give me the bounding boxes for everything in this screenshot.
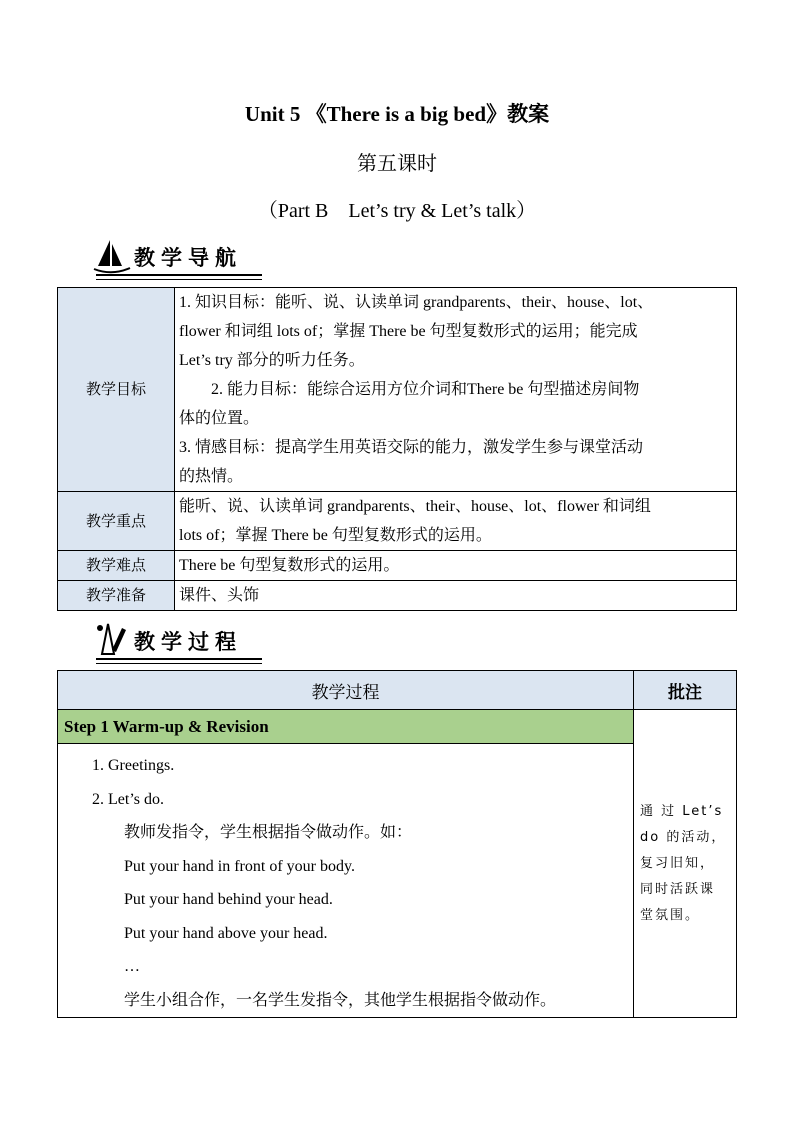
content-line: Let’s try 部分的听力任务。 — [179, 352, 365, 369]
nav-table-row — [58, 288, 737, 492]
teaching-nav-table — [57, 287, 737, 611]
row-heading: 教学目标 — [58, 288, 175, 492]
row-heading: 教学准备 — [58, 581, 175, 611]
content-line: 1. 知识目标：能听、说、认读单词 grandparents、their、house、lot、 — [179, 294, 654, 311]
content-line: There be 句型复数形式的运用。 — [179, 557, 400, 574]
content-line: flower 和词组 lots of；掌握 There be 句型复数形式的运用；能完成 — [179, 323, 638, 340]
lesson-subtitle: 第五课时 — [357, 153, 437, 175]
note-line: do 的活动， — [640, 829, 727, 845]
row-content — [175, 288, 737, 492]
content-line: 课件、头饰 — [179, 587, 260, 604]
document-title: Unit 5 《There is a big bed》教案 — [244, 102, 550, 126]
note-line: 堂氛围。 — [640, 907, 701, 923]
note-line: 复习旧知， — [640, 855, 716, 871]
content-line: lots of；掌握 There be 句型复数形式的运用。 — [179, 527, 492, 544]
section-label: 教学过程 — [134, 630, 242, 654]
step-line: Put your hand above your head. — [124, 924, 328, 942]
nav-table-row — [58, 492, 737, 551]
content-line: 2. 能力目标：能综合运用方位介词和There be 句型描述房间物 — [179, 381, 640, 398]
step-body — [58, 744, 634, 1018]
step-line: 1. Greetings. — [92, 757, 175, 774]
step-title: Step 1 Warm-up & Revision — [58, 710, 634, 744]
section-heading-process — [92, 620, 262, 664]
note-line: 同时活跃课 — [640, 881, 716, 897]
row-content — [175, 492, 737, 551]
pencil-ruler-icon — [92, 620, 132, 660]
sailboat-icon — [92, 236, 132, 276]
teaching-process-table — [57, 670, 737, 1018]
step-line: 2. Let’s do. — [92, 790, 164, 808]
nav-table-row — [58, 551, 737, 581]
row-content — [175, 551, 737, 581]
content-line: 体的位置。 — [179, 410, 260, 427]
row-heading: 教学难点 — [58, 551, 175, 581]
content-line: 3. 情感目标：提高学生用英语交际的能力，激发学生参与课堂活动 — [179, 439, 644, 456]
note-cell — [634, 710, 737, 1018]
content-line: 能听、说、认读单词 grandparents、their、house、lot、flower 和词组 — [179, 498, 651, 515]
nav-table-row — [58, 581, 737, 611]
step-line: Put your hand behind your head. — [124, 891, 333, 908]
row-heading: 教学重点 — [58, 492, 175, 551]
step-line: Put your hand in front of your body. — [124, 857, 355, 875]
part-subtitle: （Part B Let’s try & Let’s talk） — [257, 200, 537, 222]
section-heading-nav — [92, 236, 262, 280]
section-label: 教学导航 — [134, 246, 242, 270]
note-line: 通 过 Let’s — [640, 803, 724, 819]
step-line: 学生小组合作，一名学生发指令，其他学生根据指令做动作。 — [124, 991, 557, 1009]
column-header-process: 教学过程 — [58, 671, 634, 710]
row-content — [175, 581, 737, 611]
step-line: … — [124, 958, 140, 975]
content-line: 的热情。 — [179, 468, 244, 485]
step-line: 教师发指令，学生根据指令做动作。如： — [124, 824, 413, 841]
column-header-notes: 批注 — [634, 671, 737, 710]
